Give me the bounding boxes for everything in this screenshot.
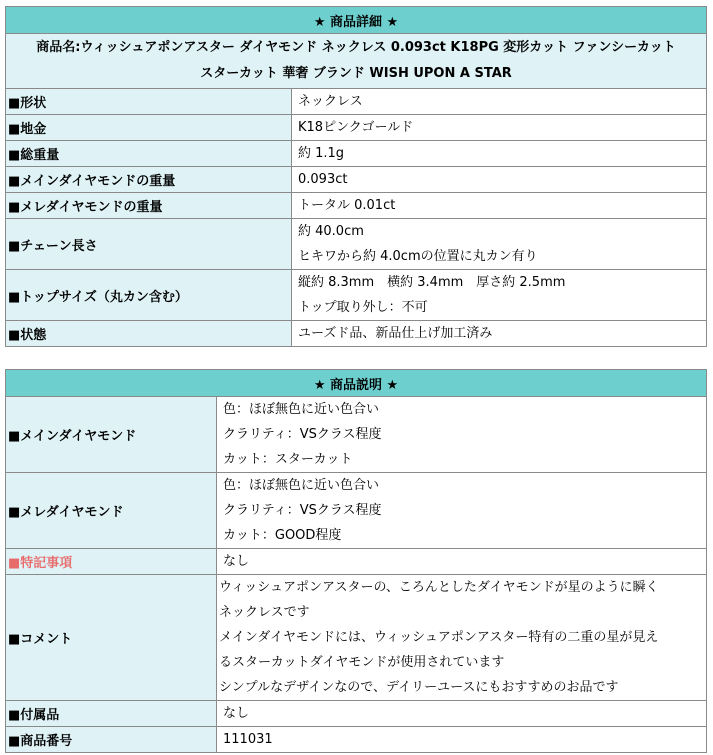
detail-value: ネックレス [292, 89, 707, 115]
description-label: ■コメント [6, 575, 217, 701]
description-value [217, 473, 707, 549]
description-header: ★ 商品説明 ★ [6, 370, 707, 397]
description-value [217, 575, 707, 701]
description-value-line: メインダイヤモンドには、ウィッシュアポンアスター特有の二重の星が見え [219, 630, 659, 645]
description-value-line: 色：ほぼ無色に近い色合い [223, 402, 380, 417]
product-detail-table [5, 6, 707, 347]
description-row-comment [6, 575, 707, 701]
detail-label: ■メインダイヤモンドの重量 [6, 167, 292, 193]
detail-label: ■形状 [6, 89, 292, 115]
detail-label: ■チェーン長さ [6, 219, 292, 270]
detail-row-condition [6, 321, 707, 347]
detail-value: 約 1.1g [292, 141, 707, 167]
detail-value-line: トップ取り外し：不可 [298, 300, 428, 315]
detail-value-line: 約 40.0cm [298, 224, 364, 239]
description-value-line: シンプルなデザインなので、デイリーユースにもおすすめのお品です [219, 680, 619, 695]
description-value-line: ネックレスです [219, 605, 310, 620]
description-value-line: るスターカットダイヤモンドが使用されています [219, 655, 505, 670]
detail-row-metal [6, 115, 707, 141]
detail-row-melee-diamond-weight [6, 193, 707, 219]
detail-label: ■地金 [6, 115, 292, 141]
detail-row-chain-length [6, 219, 707, 270]
description-label: ■メレダイヤモンド [6, 473, 217, 549]
product-title [6, 34, 707, 89]
description-row-main-diamond [6, 397, 707, 473]
description-value: なし [217, 549, 707, 575]
detail-value [292, 270, 707, 321]
description-value-line: カット：GOOD程度 [223, 528, 342, 543]
detail-value: 0.093ct [292, 167, 707, 193]
description-value-line: クラリティ：VSクラス程度 [223, 503, 382, 518]
detail-header: ★ 商品詳細 ★ [6, 7, 707, 34]
detail-value-line: ヒキワから約 4.0cmの位置に丸カン有り [298, 249, 538, 264]
description-value-line: クラリティ：VSクラス程度 [223, 427, 382, 442]
detail-label: ■総重量 [6, 141, 292, 167]
detail-value-line: 縦約 8.3mm 横約 3.4mm 厚さ約 2.5mm [298, 275, 566, 290]
description-row-special-notes [6, 549, 707, 575]
description-value: なし [217, 701, 707, 727]
description-value-line: カット：スターカット [223, 452, 353, 467]
description-value-line: ウィッシュアポンアスターの、ころんとしたダイヤモンドが星のように瞬く [219, 580, 659, 595]
description-label: ■付属品 [6, 701, 217, 727]
detail-value: トータル 0.01ct [292, 193, 707, 219]
product-description-table [5, 369, 707, 753]
description-label: ■メインダイヤモンド [6, 397, 217, 473]
description-value [217, 397, 707, 473]
description-value-line: 色：ほぼ無色に近い色合い [223, 478, 380, 493]
product-title-line1: 商品名:ウィッシュアポンアスター ダイヤモンド ネックレス 0.093ct K18PG 変形カット ファンシーカット [36, 40, 676, 55]
detail-row-total-weight [6, 141, 707, 167]
detail-value: K18ピンクゴールド [292, 115, 707, 141]
description-value: 111031 [217, 727, 707, 753]
detail-value [292, 219, 707, 270]
description-label: ■商品番号 [6, 727, 217, 753]
description-label: ■特記事項 [6, 549, 217, 575]
detail-row-main-diamond-weight [6, 167, 707, 193]
description-row-product-number [6, 727, 707, 753]
detail-label: ■メレダイヤモンドの重量 [6, 193, 292, 219]
detail-value: ユーズド品、新品仕上げ加工済み [292, 321, 707, 347]
description-row-melee-diamond [6, 473, 707, 549]
detail-row-shape [6, 89, 707, 115]
detail-label: ■トップサイズ（丸カン含む） [6, 270, 292, 321]
description-row-accessories [6, 701, 707, 727]
detail-row-top-size [6, 270, 707, 321]
product-title-line2: スターカット 華奢 ブランド WISH UPON A STAR [200, 66, 512, 81]
detail-label: ■状態 [6, 321, 292, 347]
